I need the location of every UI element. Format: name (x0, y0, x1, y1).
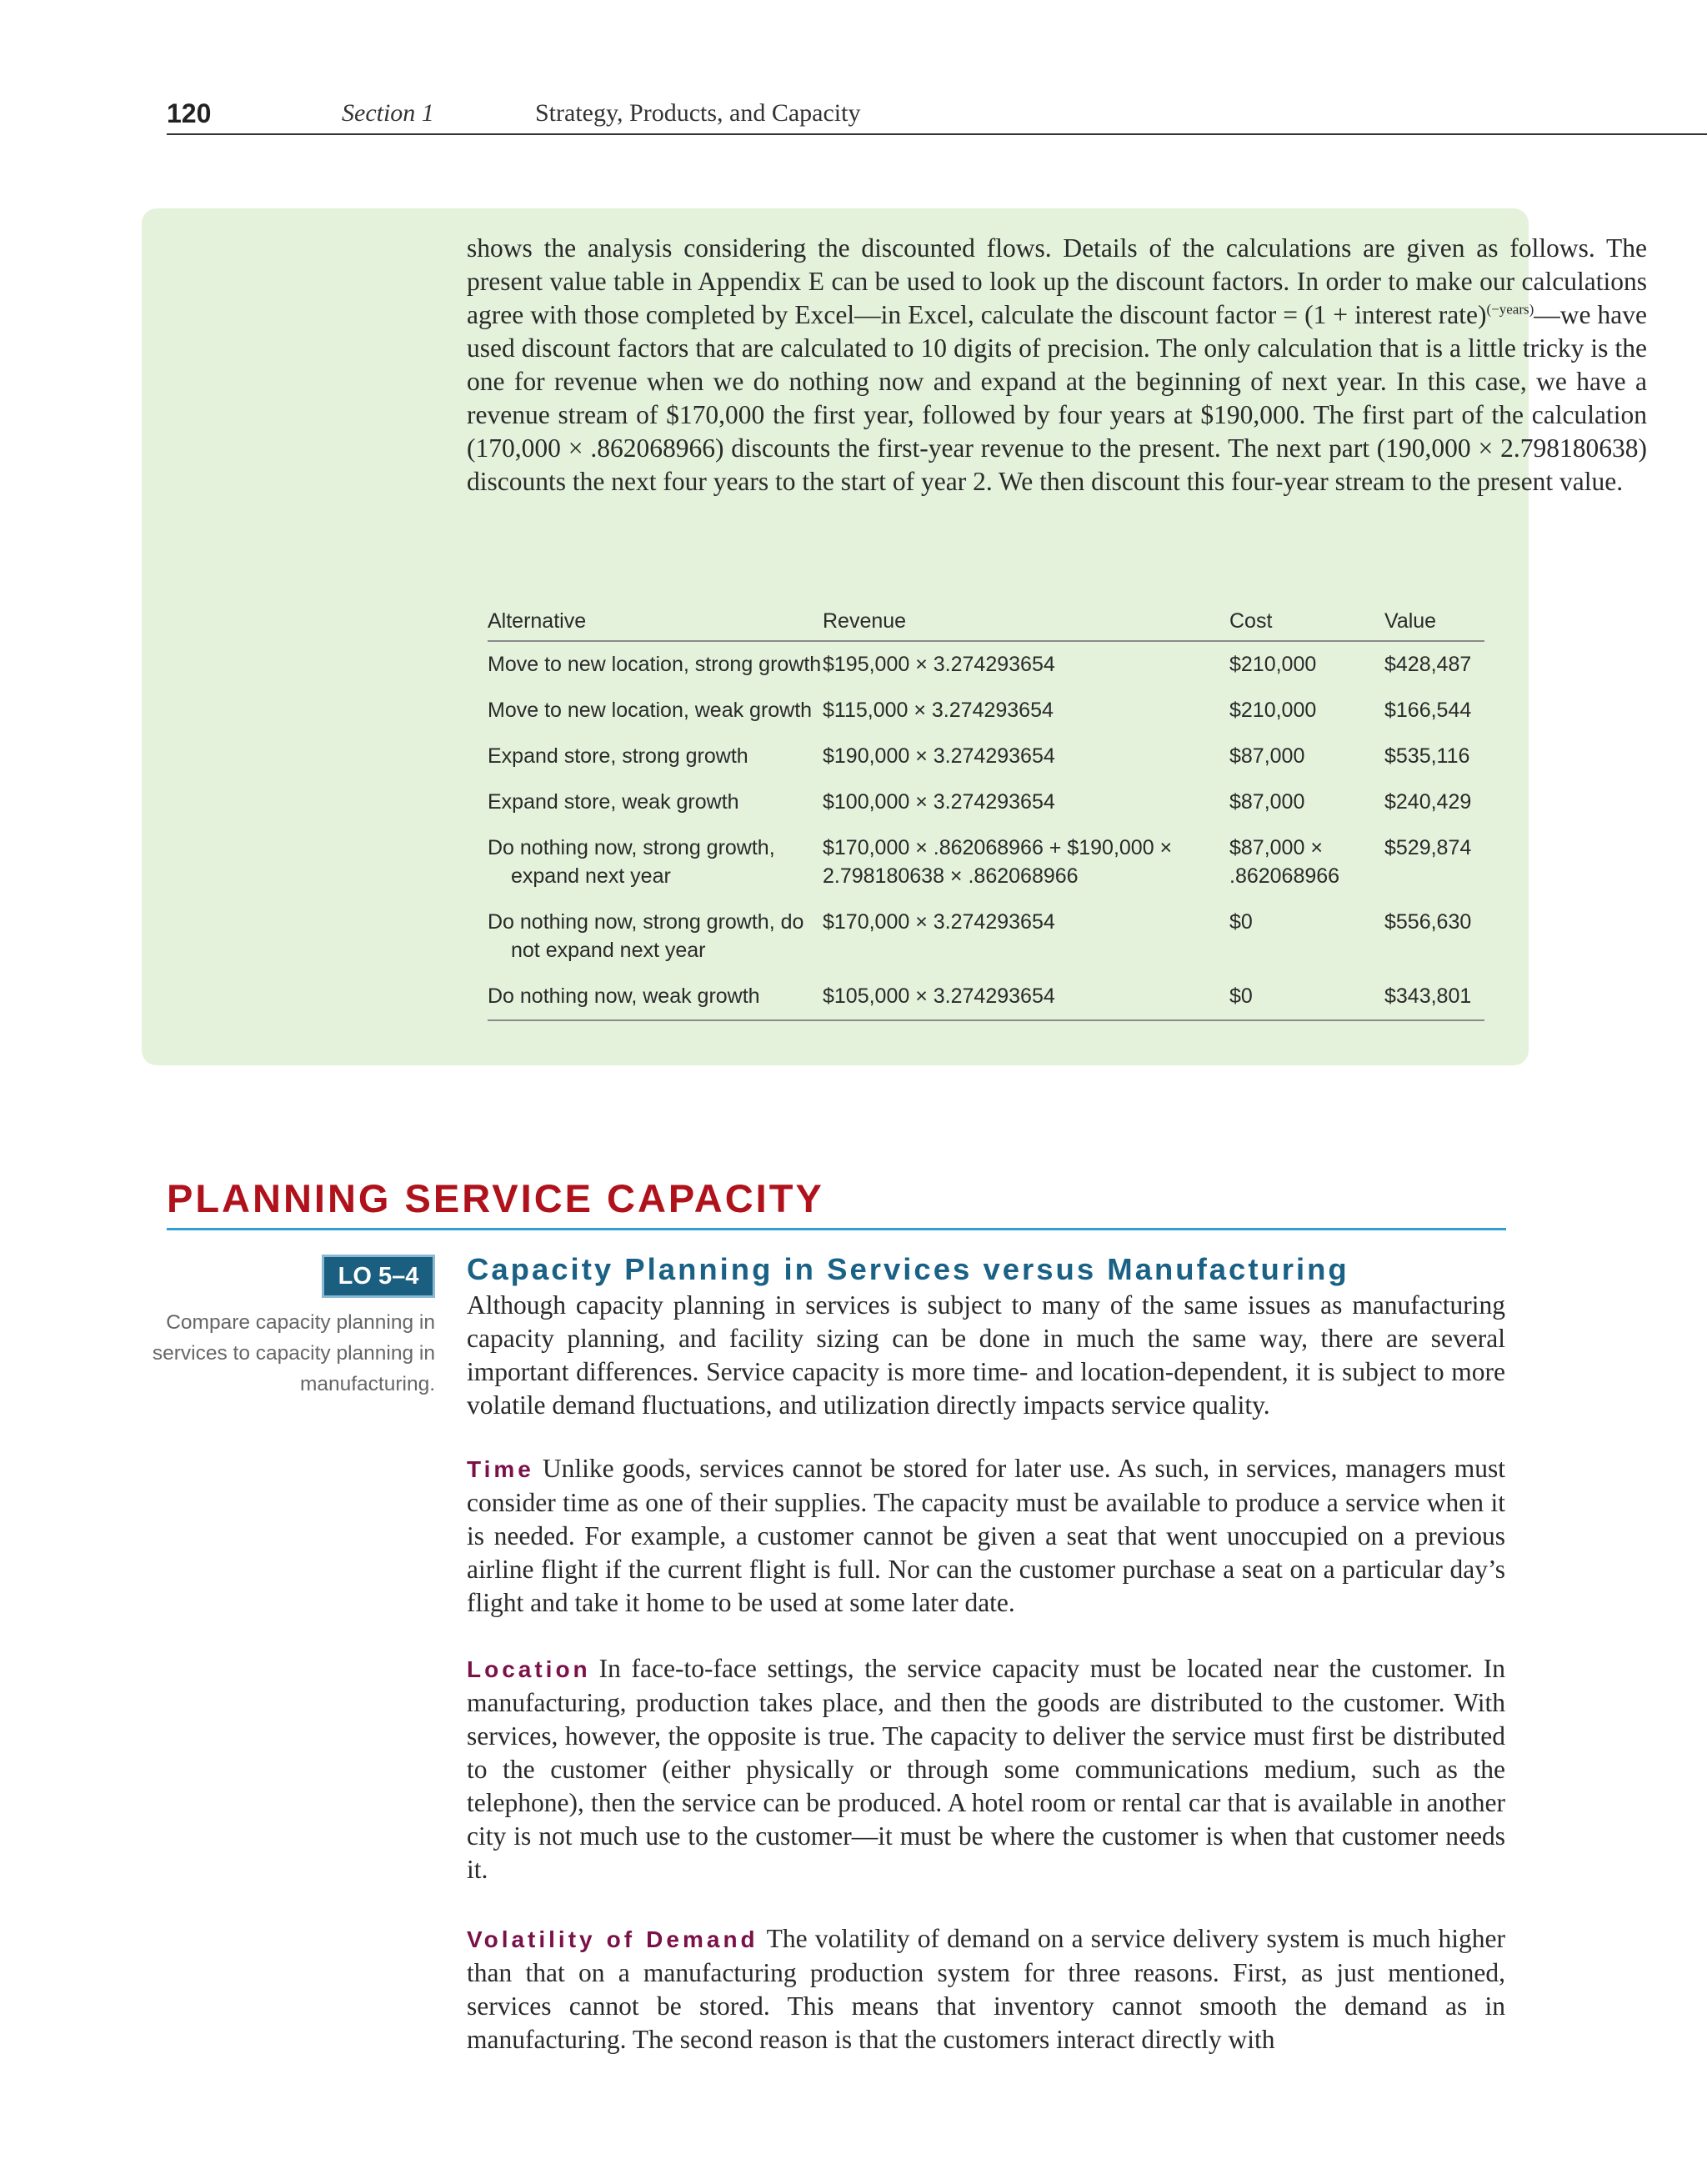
location-text: In face-to-face settings, the service capacity must be located near the customer. In manufacturing, production takes place, and then the goods are distributed to the customer. With services, however, the opposite is true. The capacity to deliver the service must first be distributed to the customer (either physically or through some communications medium, such as the telephone), then the service can be produced. A hotel room or rental car that is available in another city is not much use to the customer—it must be where the customer is when that customer needs it. (467, 1654, 1505, 1884)
example-paragraph (467, 232, 1647, 498)
cell-cost: $0 (1229, 974, 1384, 1020)
example-text-part-1: shows the analysis considering the discounted flows. Details of the calculations are given as follows. The present value table in Appendix E can be used to look up the discount factors. In order to make our calculations agree with those completed by Excel—in Excel, calculate the discount factor = (1 + interest rate) (467, 233, 1647, 329)
cell-alternative: Move to new location, strong growth (488, 653, 822, 676)
exponent-superscript: (−years) (1486, 301, 1534, 318)
table-row (488, 688, 1484, 734)
running-header (167, 92, 1707, 135)
cell-value: $529,874 (1384, 836, 1472, 859)
table-header-row (488, 602, 1484, 641)
npv-table (488, 602, 1484, 1021)
time-text: Unlike goods, services cannot be stored for later use. As such, in services, managers must consider time as one of their supplies. The capacity must be available to produce a service when it is needed. For example, a customer cannot be given a seat that went unoccupied on a previous airline flight if the current flight is full. Nor can the customer purchase a seat on a particular day’s flight and take it home to be used at some later date. (467, 1454, 1505, 1617)
table-row (488, 779, 1484, 825)
table-row (488, 899, 1484, 974)
table-row (488, 641, 1484, 688)
volatility-paragraph (467, 1922, 1505, 2056)
header-value: Value (1384, 602, 1484, 641)
location-paragraph (467, 1652, 1505, 1886)
cell-cost: $87,000 × .862068966 (1229, 836, 1340, 888)
cell-value: $240,429 (1384, 790, 1472, 814)
header-alternative: Alternative (488, 602, 823, 641)
cell-value: $166,544 (1384, 699, 1472, 722)
cell-alternative: Expand store, strong growth (488, 744, 748, 768)
cell-cost: $87,000 (1229, 744, 1305, 768)
cell-alternative: Do nothing now, weak growth (488, 974, 823, 1020)
location-runin-heading: Location (467, 1656, 591, 1682)
cell-alternative: Do nothing now, strong growth, expand next year (488, 836, 775, 888)
header-revenue: Revenue (823, 602, 1229, 641)
table-row (488, 734, 1484, 779)
cell-alternative: Expand store, weak growth (488, 790, 739, 814)
header-cost: Cost (1229, 602, 1384, 641)
cell-revenue: $170,000 × .862068966 + $190,000 × 2.798180638 × .862068966 (823, 836, 1173, 888)
learning-objective-badge: LO 5–4 (322, 1255, 435, 1298)
cell-cost: $87,000 (1229, 790, 1305, 814)
cell-revenue: $170,000 × 3.274293654 (823, 910, 1055, 934)
section-title: Strategy, Products, and Capacity (535, 99, 861, 127)
volatility-text: The volatility of demand on a service delivery system is much higher than that on a manufacturing production system for three reasons. First, as just mentioned, services cannot be stored. This means that inventory cannot smooth the demand as in manufacturing. The second reason is that the customers interact directly with (467, 1924, 1505, 2054)
example-box (142, 208, 1647, 1065)
cell-value: $343,801 (1384, 974, 1484, 1020)
page-number: 120 (167, 98, 212, 128)
cell-revenue: $100,000 × 3.274293654 (823, 790, 1055, 814)
cell-revenue: $105,000 × 3.274293654 (823, 974, 1229, 1020)
time-paragraph (467, 1452, 1505, 1620)
table-row (488, 974, 1484, 1020)
cell-cost: $210,000 (1229, 653, 1317, 676)
cell-cost: $210,000 (1229, 699, 1317, 722)
example-text-part-2: —we have used discount factors that are calculated to 10 digits of precision. The only calculation that is a little tricky is the one for revenue when we do nothing now and expand at the beginning of next year. In this case, we have a revenue stream of $170,000 the first year, followed by four years at $190,000. The first part of the calculation (170,000 × .862068966) discounts the first-year revenue to the present. The next part (190,000 × 2.798180638) discounts the next four years to the start of year 2. We then discount this four-year stream to the present value. (467, 300, 1647, 496)
cell-cost: $0 (1229, 910, 1253, 934)
cell-revenue: $195,000 × 3.274293654 (823, 653, 1055, 676)
cell-alternative: Move to new location, weak growth (488, 699, 813, 722)
intro-paragraph: Although capacity planning in services is subject to many of the same issues as manufacturing capacity planning, and facility sizing can be done in much the same way, there are several important differences. Service capacity is more time- and location-dependent, it is subject to more volatile demand fluctuations, and utilization directly impacts service quality. (467, 1290, 1505, 1420)
cell-revenue: $190,000 × 3.274293654 (823, 744, 1055, 768)
volatility-runin-heading: Volatility of Demand (467, 1926, 758, 1952)
section-heading: PLANNING SERVICE CAPACITY (167, 1176, 824, 1220)
cell-alternative: Do nothing now, strong growth, do not expand next year (488, 910, 804, 962)
time-runin-heading: Time (467, 1456, 534, 1482)
cell-value: $428,487 (1384, 653, 1472, 676)
table-row (488, 825, 1484, 899)
cell-value: $556,630 (1384, 910, 1472, 934)
section-divider (167, 1228, 1506, 1230)
learning-objective-text: Compare capacity planning in services to capacity planning in manufacturing. (152, 1311, 435, 1395)
section-label: Section 1 (342, 99, 434, 127)
subsection-heading: Capacity Planning in Services versus Manufacturing (467, 1252, 1349, 1286)
cell-value: $535,116 (1384, 744, 1470, 768)
cell-revenue: $115,000 × 3.274293654 (823, 699, 1054, 722)
